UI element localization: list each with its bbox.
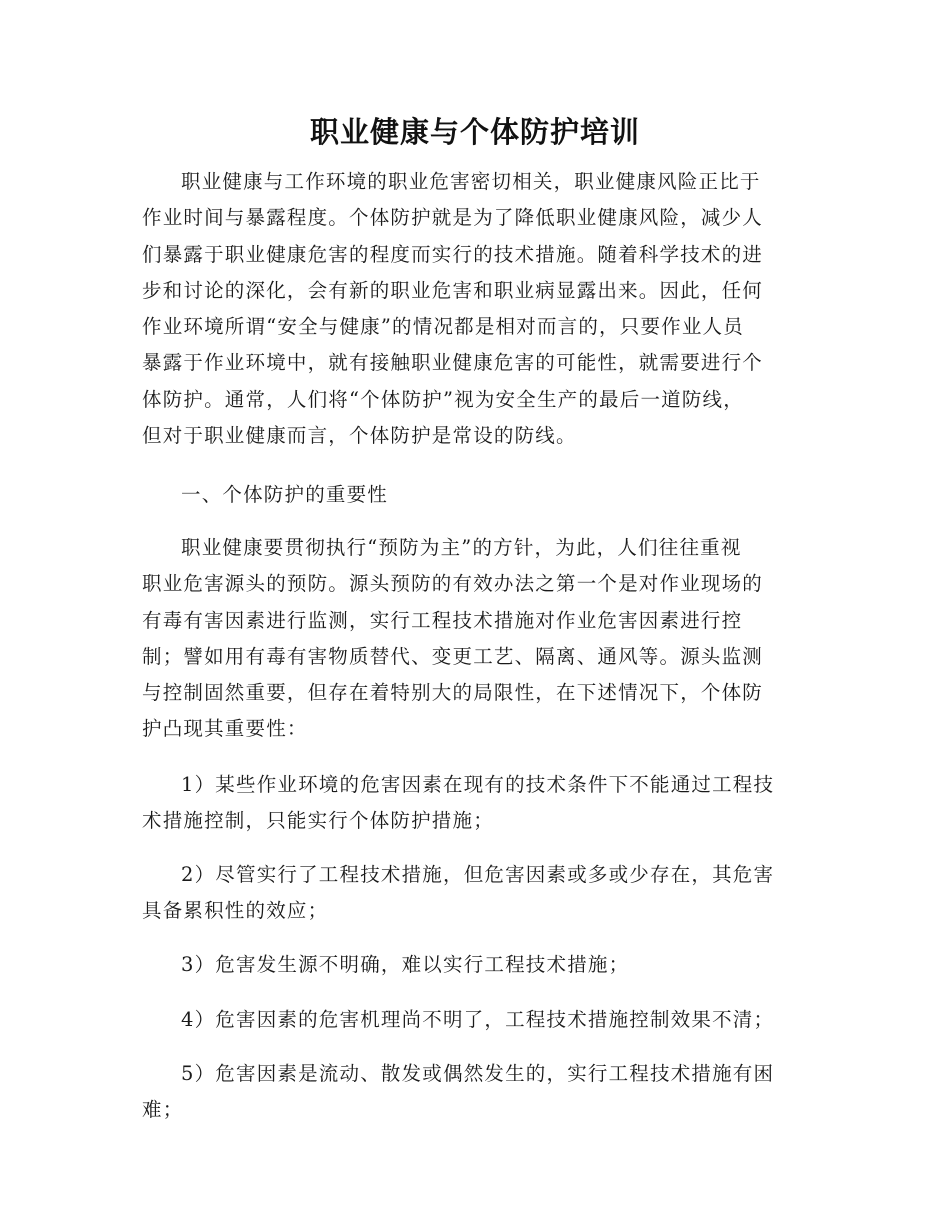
list-item-5	[142, 1056, 808, 1129]
list-item-line: 难；	[142, 1098, 184, 1122]
list-item-line: 5）危害因素是流动、散发或偶然发生的，实行工程技术措施有困	[181, 1062, 775, 1085]
paragraph-line: 制；譬如用有毒有害物质替代、变更工艺、隔离、通风等。源头监测	[142, 644, 764, 668]
list-item-line: 4）危害因素的危害机理尚不明了，工程技术措施控制效果不清；	[181, 1008, 775, 1031]
paragraph-line: 职业健康要贯彻执行“预防为主”的方针，为此，人们往往重视	[181, 536, 742, 559]
importance-paragraph	[142, 530, 808, 748]
paragraph-line: 们暴露于职业健康危害的程度而实行的技术措施。随着科学技术的进	[142, 242, 764, 266]
list-item-line: 1）某些作业环境的危害因素在现有的技术条件下不能通过工程技	[181, 773, 775, 796]
paragraph-line: 但对于职业健康而言，个体防护是常设的防线。	[142, 424, 577, 448]
paragraph-line: 职业危害源头的预防。源头预防的有效办法之第一个是对作业现场的	[142, 572, 764, 596]
list-item-line: 术措施控制，只能实行个体防护措施；	[142, 809, 494, 833]
paragraph-line: 作业时间与暴露程度。个体防护就是为了降低职业健康风险，减少人	[142, 206, 764, 230]
paragraph-line: 体防护。通常，人们将“个体防护”视为安全生产的最后一道防线，	[142, 387, 744, 411]
list-item-line: 3）危害发生源不明确，难以实行工程技术措施；	[181, 953, 630, 976]
paragraph-line: 护凸现其重要性：	[142, 717, 308, 741]
paragraph-line: 职业健康与工作环境的职业危害密切相关，职业健康风险正比于	[181, 170, 761, 193]
list-item-3	[142, 947, 808, 983]
section-heading-text: 一、个体防护的重要性	[181, 483, 389, 506]
list-item-4	[142, 1002, 808, 1038]
intro-paragraph	[142, 164, 808, 454]
document-title: 职业健康与个体防护培训	[309, 115, 640, 149]
paragraph-line: 与控制固然重要，但存在着特别大的局限性，在下述情况下，个体防	[142, 681, 764, 705]
list-item-1	[142, 767, 808, 840]
section-heading	[142, 477, 808, 513]
list-item-line: 具备累积性的效应；	[142, 899, 329, 923]
paragraph-line: 暴露于作业环境中，就有接触职业健康危害的可能性，就需要进行个	[142, 351, 764, 375]
paragraph-line: 作业环境所谓“安全与健康”的情况都是相对而言的，只要作业人员	[142, 315, 744, 339]
paragraph-line: 步和讨论的深化，会有新的职业危害和职业病显露出来。因此，任何	[142, 278, 764, 302]
paragraph-line: 有毒有害因素进行监测，实行工程技术措施对作业危害因素进行控	[142, 608, 743, 632]
list-item-2	[142, 857, 808, 930]
list-item-line: 2）尽管实行了工程技术措施，但危害因素或多或少存在，其危害	[181, 863, 775, 886]
